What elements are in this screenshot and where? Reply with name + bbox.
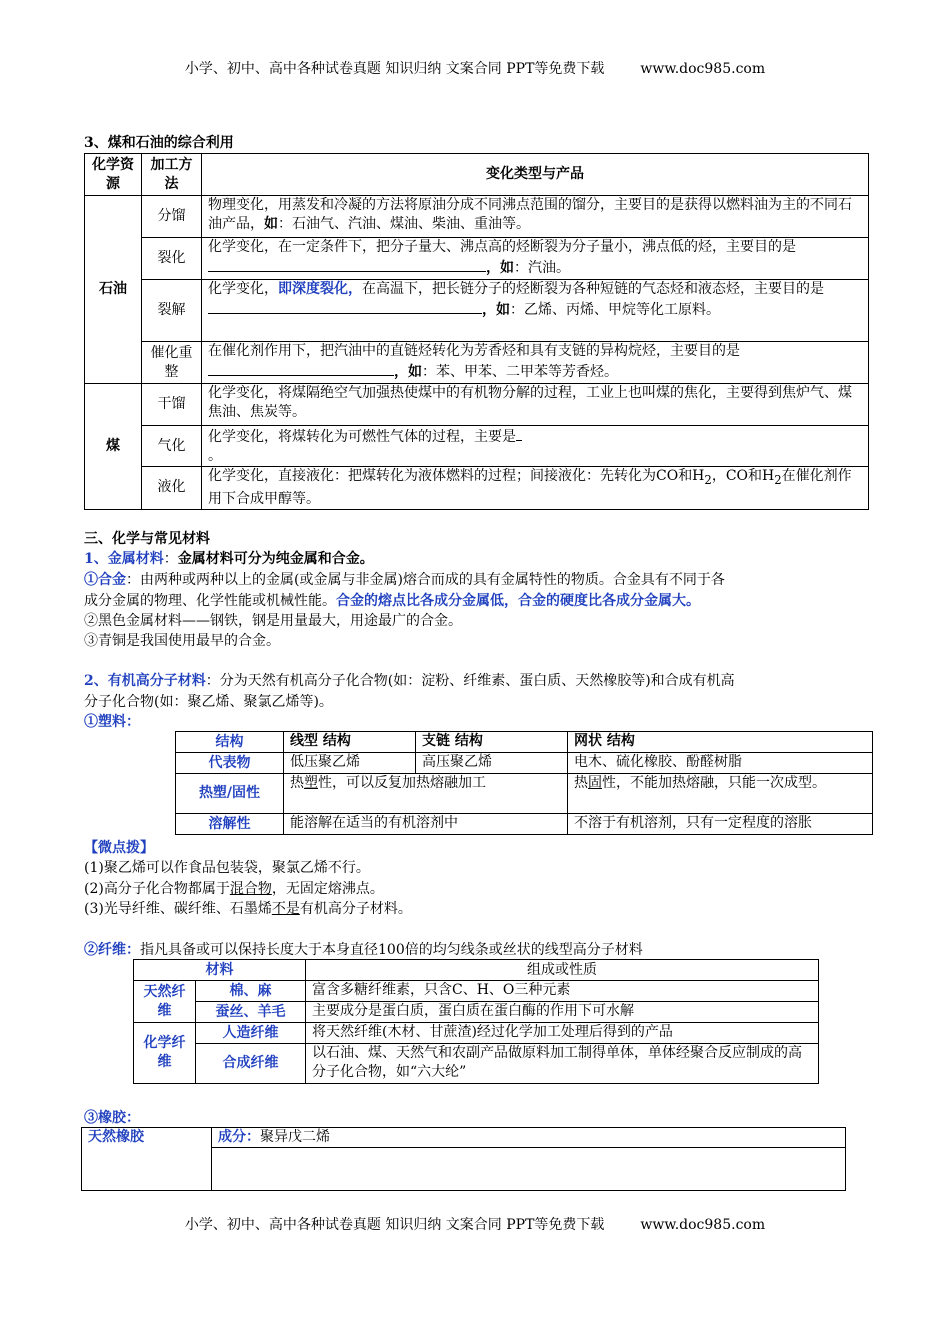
pt-r3-1: 能溶解在适当的有机溶剂中 <box>284 814 568 835</box>
pt-h2: 支链 结构 <box>416 732 568 753</box>
desc-cracking: 化学变化，在一定条件下，把分子量大、沸点高的烃断裂为分子量小，沸点低的烃，主要目的是，如：汽油。 <box>202 238 869 280</box>
th-method: 加工方法 <box>142 154 202 196</box>
rubber-title: ③橡胶： <box>84 1110 140 1126</box>
method-gasification: 气化 <box>142 426 202 467</box>
pt-h1: 线型 结构 <box>284 732 416 753</box>
th-resource: 化学资源 <box>85 154 142 196</box>
ft-h2: 组成或性质 <box>306 960 819 981</box>
ft-r3-0: 人造纤维 <box>196 1023 306 1044</box>
ft-r3-1: 将天然纤维(木材、甘蔗渣)经过化学加工处理后得到的产品 <box>306 1023 819 1044</box>
section-coal-oil-title: 3、煤和石油的综合利用 <box>84 135 234 151</box>
rubber-table <box>81 1127 846 1191</box>
pt-r2-1: 热塑性，可以反复加热熔融加工 <box>284 774 568 814</box>
pt-h0: 结构 <box>176 732 284 753</box>
plastic-title: ①塑料： <box>84 714 140 730</box>
ft-natural: 天然纤维 <box>134 981 196 1023</box>
header-text: 小学、初中、高中各种试卷真题 知识归纳 文案合同 PPT等免费下载 <box>184 61 605 77</box>
page-header <box>0 58 950 78</box>
method-reforming: 催化重整 <box>142 342 202 384</box>
ft-r2-0: 蚕丝、羊毛 <box>196 1002 306 1023</box>
ft-h1: 材料 <box>134 960 306 981</box>
polymer-line-1: 2、有机高分子材料：分为天然有机高分子化合物(如：淀粉、纤维素、蛋白质、天然橡胶等)和合成有机高 <box>84 673 735 689</box>
pt-r1-0: 代表物 <box>176 753 284 774</box>
coal-oil-table <box>84 153 869 510</box>
desc-dry-distillation: 化学变化，将煤隔绝空气加强热使煤中的有机物分解的过程，工业上也叫煤的焦化，主要得到焦炉气、煤焦油、焦炭等。 <box>202 384 869 426</box>
rubber-name: 天然橡胶 <box>82 1128 212 1191</box>
method-pyrolysis: 裂解 <box>142 280 202 342</box>
metal-line: 1、金属材料：金属材料可分为纯金属和合金。 <box>84 551 374 567</box>
cell-coal: 煤 <box>85 384 142 510</box>
pt-r3-0: 溶解性 <box>176 814 284 835</box>
fiber-table <box>133 959 819 1084</box>
pt-h3: 网状 结构 <box>568 732 873 753</box>
plastic-table <box>175 731 873 835</box>
ft-r2-1: 主要成分是蛋白质，蛋白质在蛋白酶的作用下可水解 <box>306 1002 819 1023</box>
pt-r1-1: 低压聚乙烯 <box>284 753 416 774</box>
ferrous-line: ②黑色金属材料——钢铁，钢是用量最大，用途最广的合金。 <box>84 613 462 629</box>
ft-r4-1: 以石油、煤、天然气和农副产品做原料加工制得单体，单体经聚合反应制成的高分子化合物，如“六大纶” <box>306 1044 819 1084</box>
pt-r1-3: 电木、硫化橡胶、酚醛树脂 <box>568 753 873 774</box>
blank-gasification[interactable] <box>516 426 522 441</box>
desc-fractionation: 物理变化，用蒸发和冷凝的方法将原油分成不同沸点范围的馏分，主要目的是获得以燃料油为主的不同石油产品，如：石油气、汽油、煤油、柴油、重油等。 <box>202 196 869 238</box>
pt-r1-2: 高压聚乙烯 <box>416 753 568 774</box>
tip-2: (2)高分子化合物都属于混合物，无固定熔沸点。 <box>84 881 384 897</box>
footer-url[interactable]: www.doc985.com <box>640 1217 766 1233</box>
pt-r2-2: 热固性，不能加热熔融，只能一次成型。 <box>568 774 873 814</box>
alloy-line-2: 成分金属的物理、化学性能或机械性能。合金的熔点比各成分金属低，合金的硬度比各成分金属大。 <box>84 593 700 609</box>
method-dry-distillation: 干馏 <box>142 384 202 426</box>
ft-chemical: 化学纤维 <box>134 1023 196 1084</box>
desc-liquefaction: 化学变化，直接液化：把煤转化为液体燃料的过程；间接液化：先转化为CO和$H_2$，CO和$H_2$在催化剂作用下合成甲醇等。 <box>202 467 869 510</box>
pt-r2-0: 热塑/固性 <box>176 774 284 814</box>
cell-oil: 石油 <box>85 196 142 384</box>
tip-1: (1)聚乙烯可以作食品包装袋，聚氯乙烯不行。 <box>84 860 370 876</box>
rubber-component: 成分：聚异戊二烯 <box>212 1128 846 1148</box>
desc-pyrolysis: 化学变化，即深度裂化，在高温下，把长链分子的烃断裂为各种短链的气态烃和液态烃，主要目的是，如：乙烯、丙烯、甲烷等化工原料。 <box>202 280 869 342</box>
method-cracking: 裂化 <box>142 238 202 280</box>
footer-text: 小学、初中、高中各种试卷真题 知识归纳 文案合同 PPT等免费下载 <box>184 1217 605 1233</box>
alloy-line-1: ①合金：由两种或两种以上的金属(或金属与非金属)熔合而成的具有金属特性的物质。合金具有不同于各 <box>84 572 725 588</box>
ft-r1-0: 棉、麻 <box>196 981 306 1002</box>
blank-reforming[interactable] <box>208 361 394 376</box>
th-type-product: 变化类型与产品 <box>202 154 869 196</box>
rubber-empty-cell <box>212 1148 846 1191</box>
pt-r3-2: 不溶于有机溶剂，只有一定程度的溶胀 <box>568 814 873 835</box>
ft-r1-1: 富含多糖纤维素，只含C、H、O三种元素 <box>306 981 819 1002</box>
fiber-line: ②纤维：指凡具备或可以保持长度大于本身直径100倍的均匀线条或丝状的线型高分子材料 <box>84 942 643 958</box>
polymer-line-2: 分子化合物(如：聚乙烯、聚氯乙烯等)。 <box>84 694 333 710</box>
method-liquefaction: 液化 <box>142 467 202 510</box>
tips-title: 【微点拨】 <box>84 840 154 856</box>
method-fractionation: 分馏 <box>142 196 202 238</box>
tip-3: (3)光导纤维、碳纤维、石墨烯不是有机高分子材料。 <box>84 901 412 917</box>
desc-gasification: 化学变化，将煤转化为可燃性气体的过程，主要是 。 <box>202 426 869 467</box>
header-url[interactable]: www.doc985.com <box>640 61 766 77</box>
blank-pyrolysis[interactable] <box>208 299 482 314</box>
bronze-line: ③青铜是我国使用最早的合金。 <box>84 633 280 649</box>
section-materials-title: 三、化学与常见材料 <box>84 531 210 547</box>
desc-reforming: 在催化剂作用下，把汽油中的直链烃转化为芳香烃和具有支链的异构烷烃，主要目的是，如：苯、甲苯、二甲苯等芳香烃。 <box>202 342 869 384</box>
blank-cracking[interactable] <box>208 257 486 272</box>
page-footer <box>0 1214 950 1234</box>
ft-r4-0: 合成纤维 <box>196 1044 306 1084</box>
